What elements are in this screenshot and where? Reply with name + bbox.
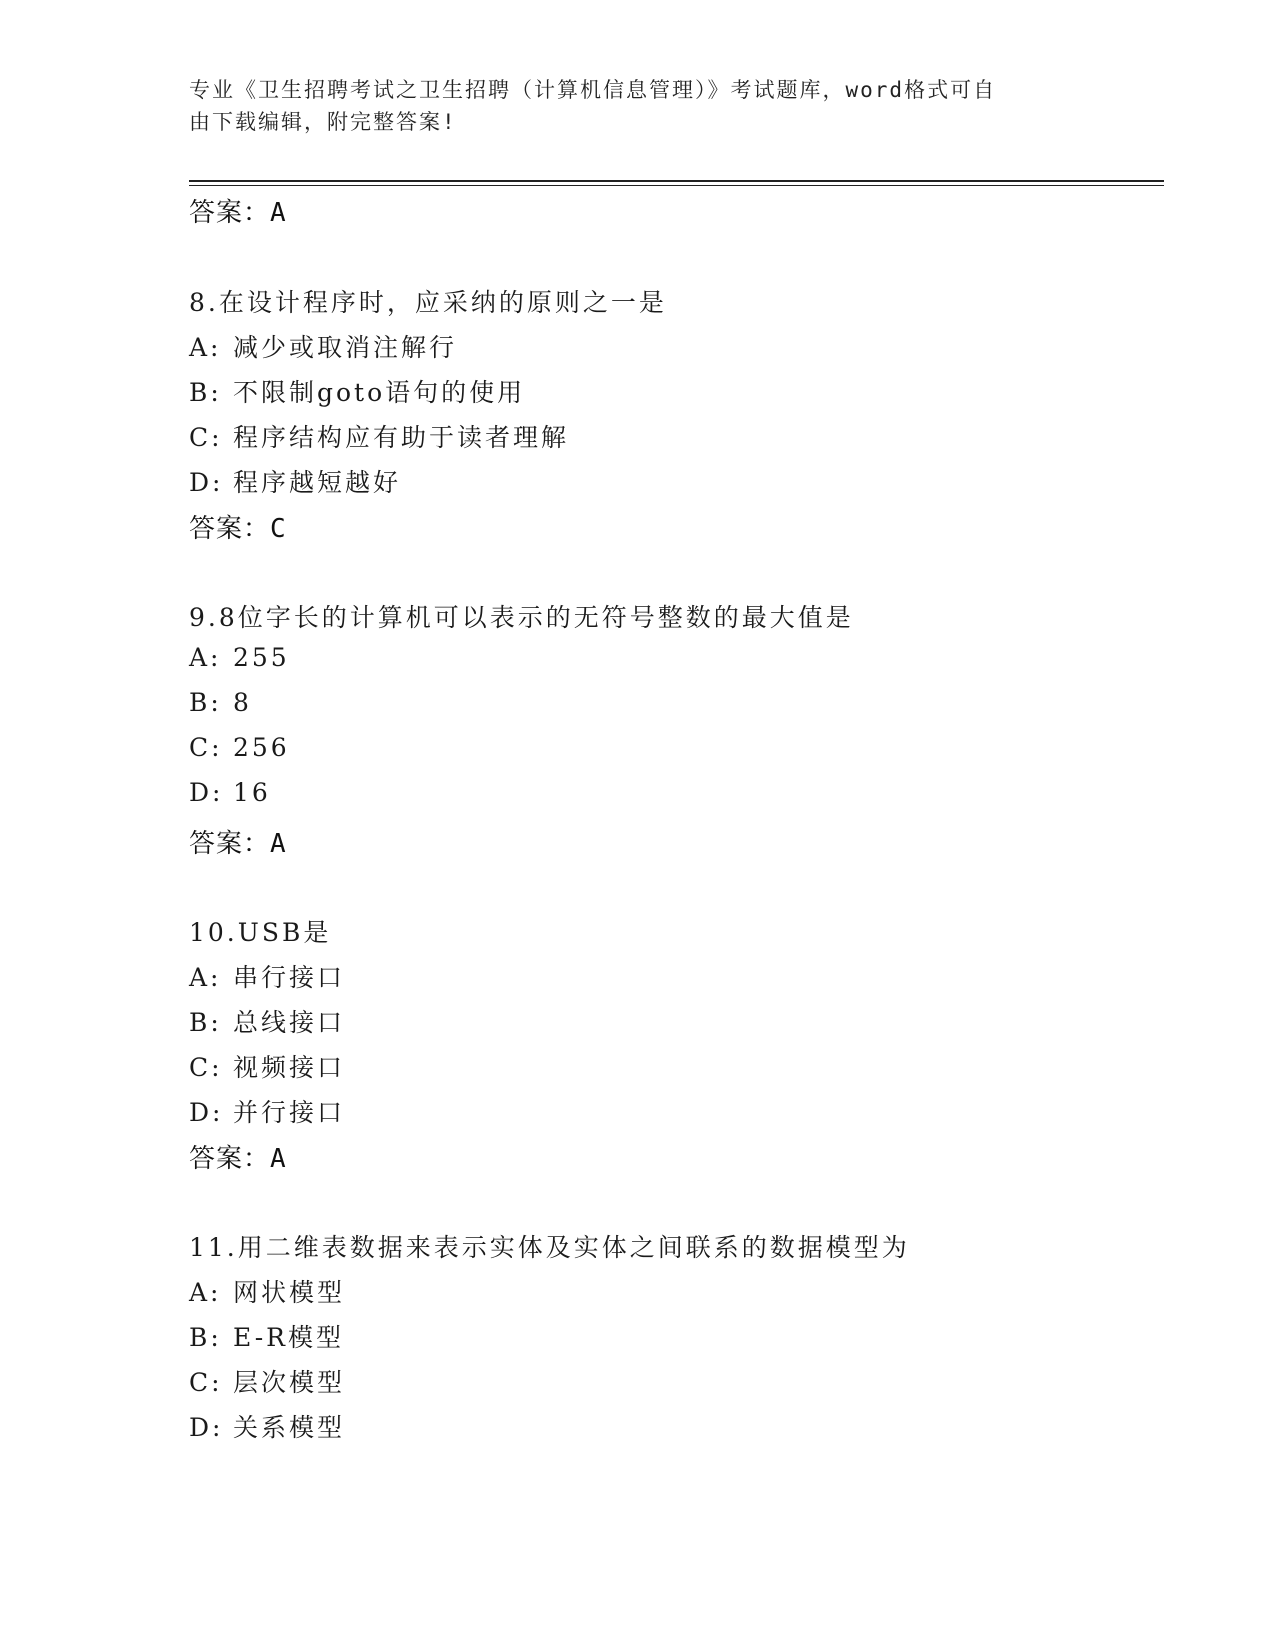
question-10-option-a: A: 串行接口	[189, 963, 346, 992]
header-line-1: 专业《卫生招聘考试之卫生招聘（计算机信息管理）》考试题库，word格式可自	[189, 78, 997, 102]
question-9-option-c: C: 256	[189, 733, 290, 762]
question-10-option-d: D: 并行接口	[189, 1098, 346, 1127]
question-9-option-b: B: 8	[189, 688, 252, 717]
question-9-stem: 9.8位字长的计算机可以表示的无符号整数的最大值是	[189, 603, 854, 632]
header-divider-thick	[189, 180, 1164, 182]
question-11-option-c: C: 层次模型	[189, 1368, 346, 1397]
question-9-option-d: D: 16	[189, 778, 271, 807]
answer-prev: 答案：A	[189, 198, 287, 228]
document-header	[189, 74, 1069, 138]
question-8-option-d: D: 程序越短越好	[189, 468, 402, 497]
question-8-option-c: C: 程序结构应有助于读者理解	[189, 423, 570, 452]
question-8-stem: 8.在设计程序时，应采纳的原则之一是	[189, 288, 667, 317]
question-11-option-b: B: E-R模型	[189, 1323, 344, 1352]
question-10-option-b: B: 总线接口	[189, 1008, 346, 1037]
header-line-2: 由下载编辑，附完整答案!	[189, 110, 457, 134]
question-8-option-a: A: 减少或取消注解行	[189, 333, 458, 362]
question-11-stem: 11.用二维表数据来表示实体及实体之间联系的数据模型为	[189, 1233, 910, 1262]
question-11-option-a: A: 网状模型	[189, 1278, 346, 1307]
question-11-option-d: D: 关系模型	[189, 1413, 346, 1442]
question-8-answer: 答案：C	[189, 514, 287, 544]
question-9-answer: 答案：A	[189, 829, 287, 859]
question-10-option-c: C: 视频接口	[189, 1053, 346, 1082]
question-10-stem: 10.USB是	[189, 918, 332, 947]
question-9-option-a: A: 255	[189, 643, 290, 672]
question-8-option-b: B: 不限制goto语句的使用	[189, 378, 526, 407]
header-divider-thin	[189, 185, 1164, 186]
question-10-answer: 答案：A	[189, 1144, 287, 1174]
